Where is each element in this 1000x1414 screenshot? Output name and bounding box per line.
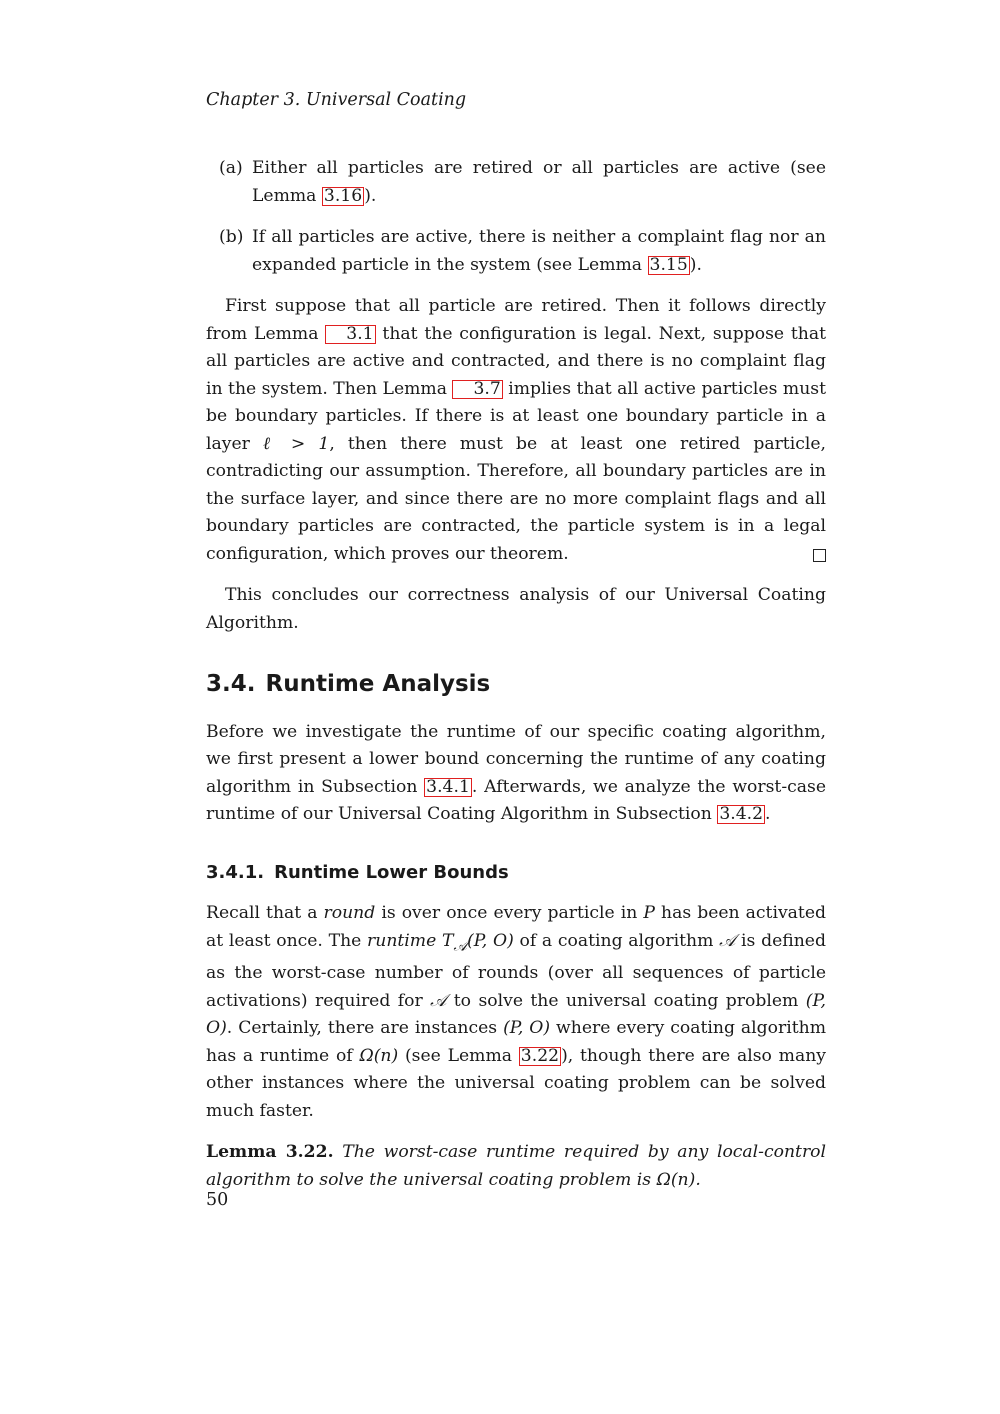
- lemma-link[interactable]: 3.22: [520, 1045, 560, 1066]
- running-head: Chapter 3. Universal Coating: [206, 90, 467, 110]
- lemma-label: Lemma 3.22.: [206, 1142, 334, 1163]
- math-args: (P, O): [467, 930, 514, 951]
- math-expression: ℓ > 1: [262, 433, 330, 454]
- text-run: . Afterwards, we analyze the worst-case runtime of our Universal Coating Algorithm in Subsection: [206, 776, 826, 824]
- list-item-text: [252, 224, 826, 279]
- text-run: Before we investigate the runtime of our specific coating algorithm, we first present a lower bound concerning the runtime of any coating algorithm in Subsection: [206, 721, 826, 797]
- text-run: If all particles are active, there is neither a complaint flag nor an expanded particle in the system (see Lemma: [252, 227, 826, 275]
- list-item: [206, 155, 826, 210]
- subsection-heading: [206, 859, 826, 887]
- emphasis: round: [323, 903, 376, 923]
- section-heading: [206, 671, 826, 699]
- text-run: of a coating algorithm: [513, 930, 720, 951]
- subsection-link[interactable]: 3.4.2: [719, 804, 764, 824]
- math-expression: P: [643, 903, 655, 923]
- main-content: [206, 155, 826, 1194]
- text-run: .: [765, 804, 771, 824]
- text-run: is over once every particle in: [375, 903, 644, 923]
- lemma-statement: [206, 1139, 826, 1194]
- subsection-number: 3.4.1.: [206, 861, 265, 883]
- qed-symbol: [813, 549, 826, 562]
- text-run: that the configuration is legal. Next, suppose that all particles are active and contracted, and there is no complaint flag in the system. Then Lemma: [206, 323, 827, 399]
- text-run: ).: [364, 185, 377, 206]
- list-item-text: [252, 155, 826, 210]
- section-intro-paragraph: [206, 719, 826, 829]
- lemma-link[interactable]: 3.7: [452, 380, 502, 399]
- text-run: implies that all active particles must be boundary particles. If there is at least one boundary particle in a layer: [206, 378, 826, 454]
- text-run: First suppose that all particle are retired. Then it follows directly from Lemma: [206, 296, 826, 344]
- subsection-paragraph: [206, 900, 826, 1125]
- list-item: [206, 224, 826, 279]
- list-item-label: (a): [219, 158, 243, 178]
- text-run: ), though there are also many other instances where the universal coating problem can be solved much faster.: [206, 1045, 826, 1121]
- proof-paragraph: [206, 293, 826, 568]
- math-symbol: T: [441, 930, 454, 951]
- emphasis: runtime: [367, 930, 437, 951]
- enumerated-list: [206, 155, 826, 279]
- subsection-title: Runtime Lower Bounds: [274, 861, 509, 883]
- text-run: , then there must be at least one retired particle, contradicting our assumption. Therefore, all boundary particles are in the surface layer, and since there are no more complaint flags and all boundary particles are contracted, the particle system is in a legal configuration, which proves our theorem.: [206, 433, 826, 564]
- page-number: 50: [206, 1190, 229, 1210]
- lemma-body: The worst-case runtime required by any local-control algorithm to solve the universal coating problem is Ω(n).: [206, 1142, 826, 1190]
- lemma-link[interactable]: 3.16: [323, 185, 363, 206]
- text-run: (see Lemma: [398, 1045, 519, 1066]
- math-expression: [441, 930, 514, 954]
- text-run: Either all particles are retired or all particles are active (see Lemma: [252, 158, 826, 206]
- math-expression: 𝒜: [430, 990, 447, 1011]
- lemma-link[interactable]: 3.15: [649, 254, 688, 275]
- math-subscript: 𝒜: [453, 937, 468, 954]
- text-run: to solve the universal coating problem: [446, 990, 806, 1011]
- lemma-link[interactable]: 3.1: [325, 325, 375, 344]
- text-run: is defined as the worst-case number of rounds (over all sequences of particle activations) required for: [206, 930, 826, 1011]
- text-run: where every coating algorithm has a runtime of: [206, 1018, 826, 1066]
- math-expression: (P, O): [503, 1018, 551, 1039]
- conclusion-paragraph: This concludes our correctness analysis of our Universal Coating Algorithm.: [206, 585, 826, 633]
- text-run: . Certainly, there are instances: [226, 1018, 504, 1039]
- math-expression: (P, O): [206, 990, 826, 1039]
- text-run: Recall that a: [206, 903, 324, 923]
- section-number: 3.4.: [206, 671, 256, 697]
- text-run: ).: [689, 254, 702, 275]
- math-expression: 𝒜: [719, 930, 736, 951]
- math-expression: Ω(n): [359, 1045, 399, 1066]
- subsection-link[interactable]: 3.4.1: [426, 776, 470, 797]
- text-run: has been activated at least once. The: [206, 903, 826, 951]
- section-title: Runtime Analysis: [265, 671, 491, 697]
- list-item-label: (b): [219, 227, 244, 247]
